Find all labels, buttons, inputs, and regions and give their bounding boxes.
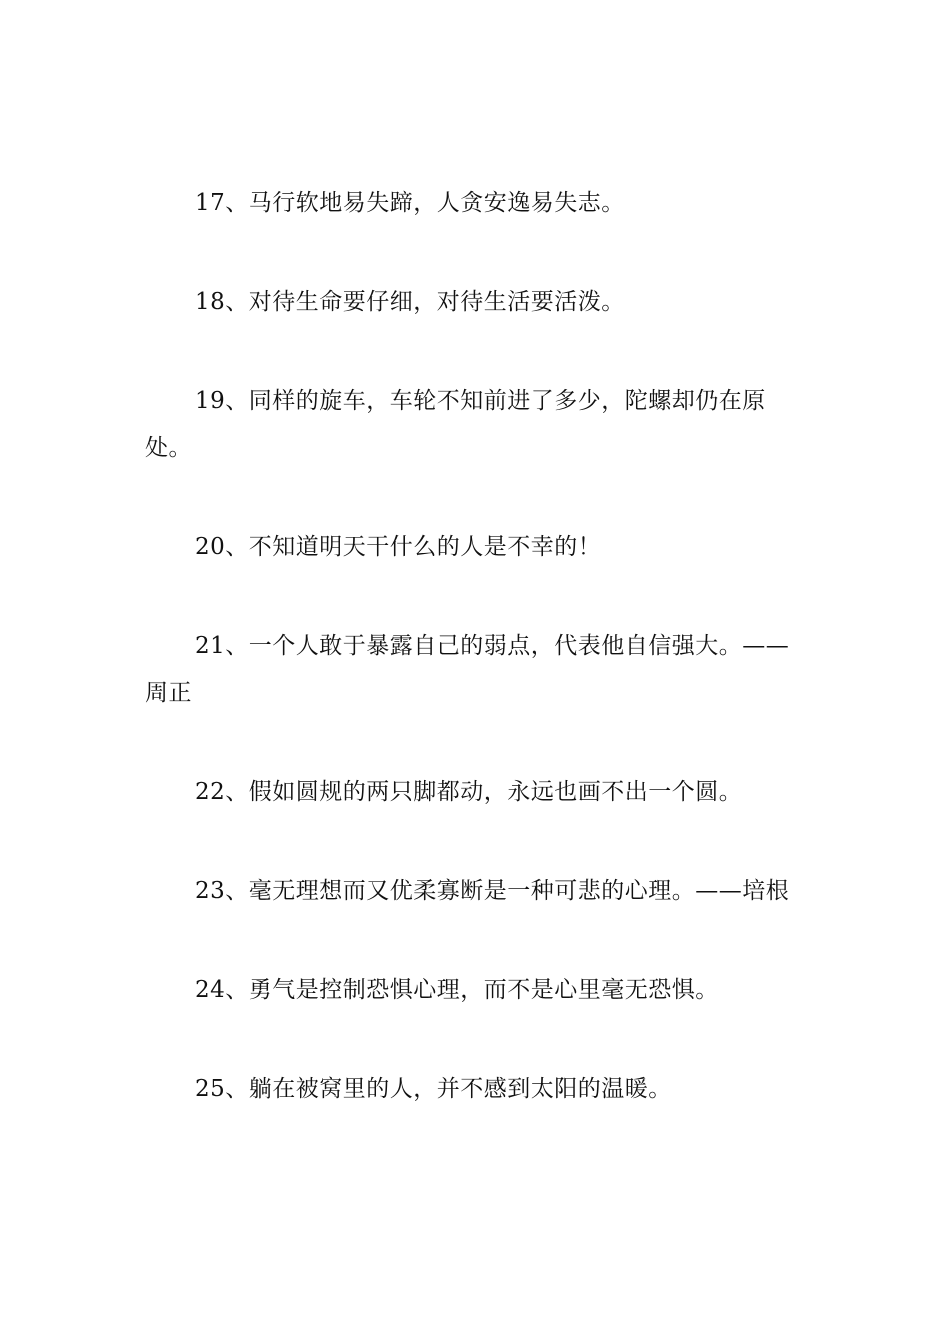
document-body [145,180,810,1113]
paragraph-gap [145,227,810,279]
paragraph-23: 23、毫无理想而又优柔寡断是一种可悲的心理。——培根 [195,878,790,904]
paragraph-22: 22、假如圆规的两只脚都动，永远也画不出一个圆。 [195,779,743,805]
paragraph-gap [145,717,810,769]
paragraph-gap [145,816,810,868]
paragraph-gap [145,326,810,378]
paragraph-gap [145,1014,810,1066]
paragraph-gap [145,915,810,967]
paragraph-19: 19、同样的旋车，车轮不知前进了多少，陀螺却仍在原处。 [145,388,766,461]
paragraph-gap [145,472,810,524]
paragraph-17: 17、马行软地易失蹄，人贪安逸易失志。 [195,190,625,216]
paragraph-24: 24、勇气是控制恐惧心理，而不是心里毫无恐惧。 [195,977,719,1003]
paragraph-25: 25、躺在被窝里的人，并不感到太阳的温暖。 [195,1076,672,1102]
paragraph-21: 21、一个人敢于暴露自己的弱点，代表他自信强大。——周正 [145,633,790,706]
paragraph-gap [145,571,810,623]
paragraph-20: 20、不知道明天干什么的人是不幸的！ [195,534,602,560]
paragraph-18: 18、对待生命要仔细，对待生活要活泼。 [195,289,625,315]
